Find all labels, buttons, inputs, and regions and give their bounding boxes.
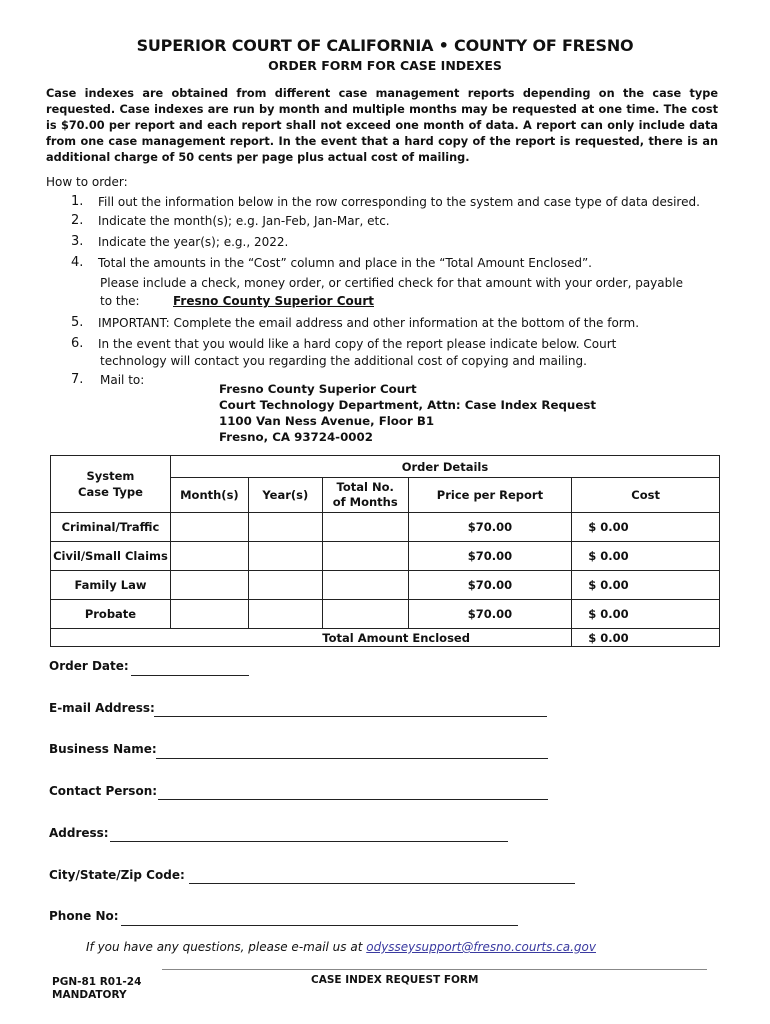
step-text: IMPORTANT: Complete the email address and other information at the bottom of the form. (98, 316, 640, 330)
footer-divider (162, 969, 707, 970)
email-label: E-mail Address: (49, 701, 155, 715)
price-cell: $70.00 (408, 600, 572, 629)
address-line: Fresno, CA 93724-0002 (219, 430, 373, 444)
cost-cell: $ 0.00 (572, 571, 720, 600)
page-title: SUPERIOR COURT OF CALIFORNIA • COUNTY OF FRESNO (136, 36, 634, 55)
cost-header: Cost (572, 478, 720, 513)
city-state-zip-field[interactable] (189, 883, 575, 884)
intro-paragraph: Case indexes are obtained from different case management reports depending on the case type requested. Case indexes are run by month and multiple months may be requested at one time. The cost is $70.00 per report and each report shall not exceed one month of data. A report can only include data from one case management report. In the event that a hard copy of the report is requested, there is an additional charge of 50 cents per page plus actual cost of mailing. (46, 87, 718, 164)
step-number: 1. (71, 194, 84, 209)
step-text-line3: to the: (100, 294, 140, 308)
form-name: CASE INDEX REQUEST FORM (311, 974, 479, 986)
email-field[interactable] (154, 716, 547, 717)
case-type-cell: Probate (51, 600, 171, 629)
years-input-cell[interactable] (248, 513, 322, 542)
months-input-cell[interactable] (170, 600, 248, 629)
step-number: 3. (71, 234, 84, 249)
address-line: Fresno County Superior Court (219, 382, 417, 396)
order-details-header: Order Details (170, 456, 719, 478)
step-number: 5. (71, 315, 84, 330)
step-text-line2: Please include a check, money order, or certified check for that amount with your order, payable (100, 276, 683, 290)
cost-cell: $ 0.00 (572, 542, 720, 571)
price-cell: $70.00 (408, 571, 572, 600)
order-date-field[interactable] (131, 675, 249, 676)
form-number-text: PGN-81 R01-24 (52, 976, 142, 988)
step-number: 2. (71, 213, 84, 228)
address-line: 1100 Van Ness Avenue, Floor B1 (219, 414, 435, 428)
price-header: Price per Report (408, 478, 572, 513)
step-number: 4. (71, 255, 84, 270)
questions-note (86, 940, 596, 954)
step-text: Indicate the month(s); e.g. Jan-Feb, Jan-Mar, etc. (98, 214, 390, 228)
months-header: Month(s) (170, 478, 248, 513)
months-input-cell[interactable] (170, 513, 248, 542)
business-name-field[interactable] (156, 758, 548, 759)
payee-name: Fresno County Superior Court (173, 294, 374, 308)
step-text: Fill out the information below in the row corresponding to the system and case type of data desired. (98, 195, 700, 209)
address-label: Address: (49, 826, 109, 840)
total-months-input-cell[interactable] (322, 513, 408, 542)
price-cell: $70.00 (408, 513, 572, 542)
price-cell: $70.00 (408, 542, 572, 571)
total-months-header: Total No. of Months (322, 478, 408, 513)
step-number: 6. (71, 336, 84, 351)
total-months-input-cell[interactable] (322, 600, 408, 629)
step-text: Total the amounts in the “Cost” column and place in the “Total Amount Enclosed”. (98, 256, 592, 270)
step-text: Indicate the year(s); e.g., 2022. (98, 235, 289, 249)
form-number (52, 976, 141, 1002)
system-case-type-header: System Case Type (51, 456, 171, 513)
cost-cell: $ 0.00 (572, 513, 720, 542)
order-table (50, 455, 720, 647)
mandatory-text: MANDATORY (52, 989, 127, 1001)
questions-text: If you have any questions, please e-mail us at (86, 940, 363, 954)
case-type-cell: Family Law (51, 571, 171, 600)
contact-person-label: Contact Person: (49, 784, 158, 798)
how-to-order-heading: How to order: (46, 175, 128, 189)
phone-label: Phone No: (49, 909, 119, 923)
table-row (51, 571, 720, 600)
table-row (51, 513, 720, 542)
total-label: Total Amount Enclosed (51, 629, 572, 647)
mailing-address (219, 381, 596, 445)
address-field[interactable] (110, 841, 508, 842)
total-value: $ 0.00 (572, 629, 720, 647)
months-input-cell[interactable] (170, 542, 248, 571)
table-row (51, 600, 720, 629)
table-row (51, 542, 720, 571)
cost-cell: $ 0.00 (572, 600, 720, 629)
years-header: Year(s) (248, 478, 322, 513)
case-type-cell: Criminal/Traffic (51, 513, 171, 542)
order-date-label: Order Date: (49, 659, 129, 673)
support-email-link[interactable]: odysseysupport@fresno.courts.ca.gov (366, 940, 596, 954)
contact-person-field[interactable] (158, 799, 548, 800)
total-months-input-cell[interactable] (322, 571, 408, 600)
business-name-label: Business Name: (49, 742, 157, 756)
step-text: Mail to: (100, 373, 145, 387)
years-input-cell[interactable] (248, 600, 322, 629)
address-line: Court Technology Department, Attn: Case Index Request (219, 398, 596, 412)
total-row (51, 629, 720, 647)
page-subtitle: ORDER FORM FOR CASE INDEXES (268, 58, 502, 73)
years-input-cell[interactable] (248, 542, 322, 571)
phone-field[interactable] (121, 925, 518, 926)
step-text-line2: technology will contact you regarding the additional cost of copying and mailing. (100, 354, 587, 368)
step-text: In the event that you would like a hard copy of the report please indicate below. Court (98, 337, 617, 351)
city-state-zip-label: City/State/Zip Code: (49, 868, 185, 882)
total-months-input-cell[interactable] (322, 542, 408, 571)
case-type-cell: Civil/Small Claims (51, 542, 171, 571)
years-input-cell[interactable] (248, 571, 322, 600)
step-number: 7. (71, 372, 84, 387)
months-input-cell[interactable] (170, 571, 248, 600)
